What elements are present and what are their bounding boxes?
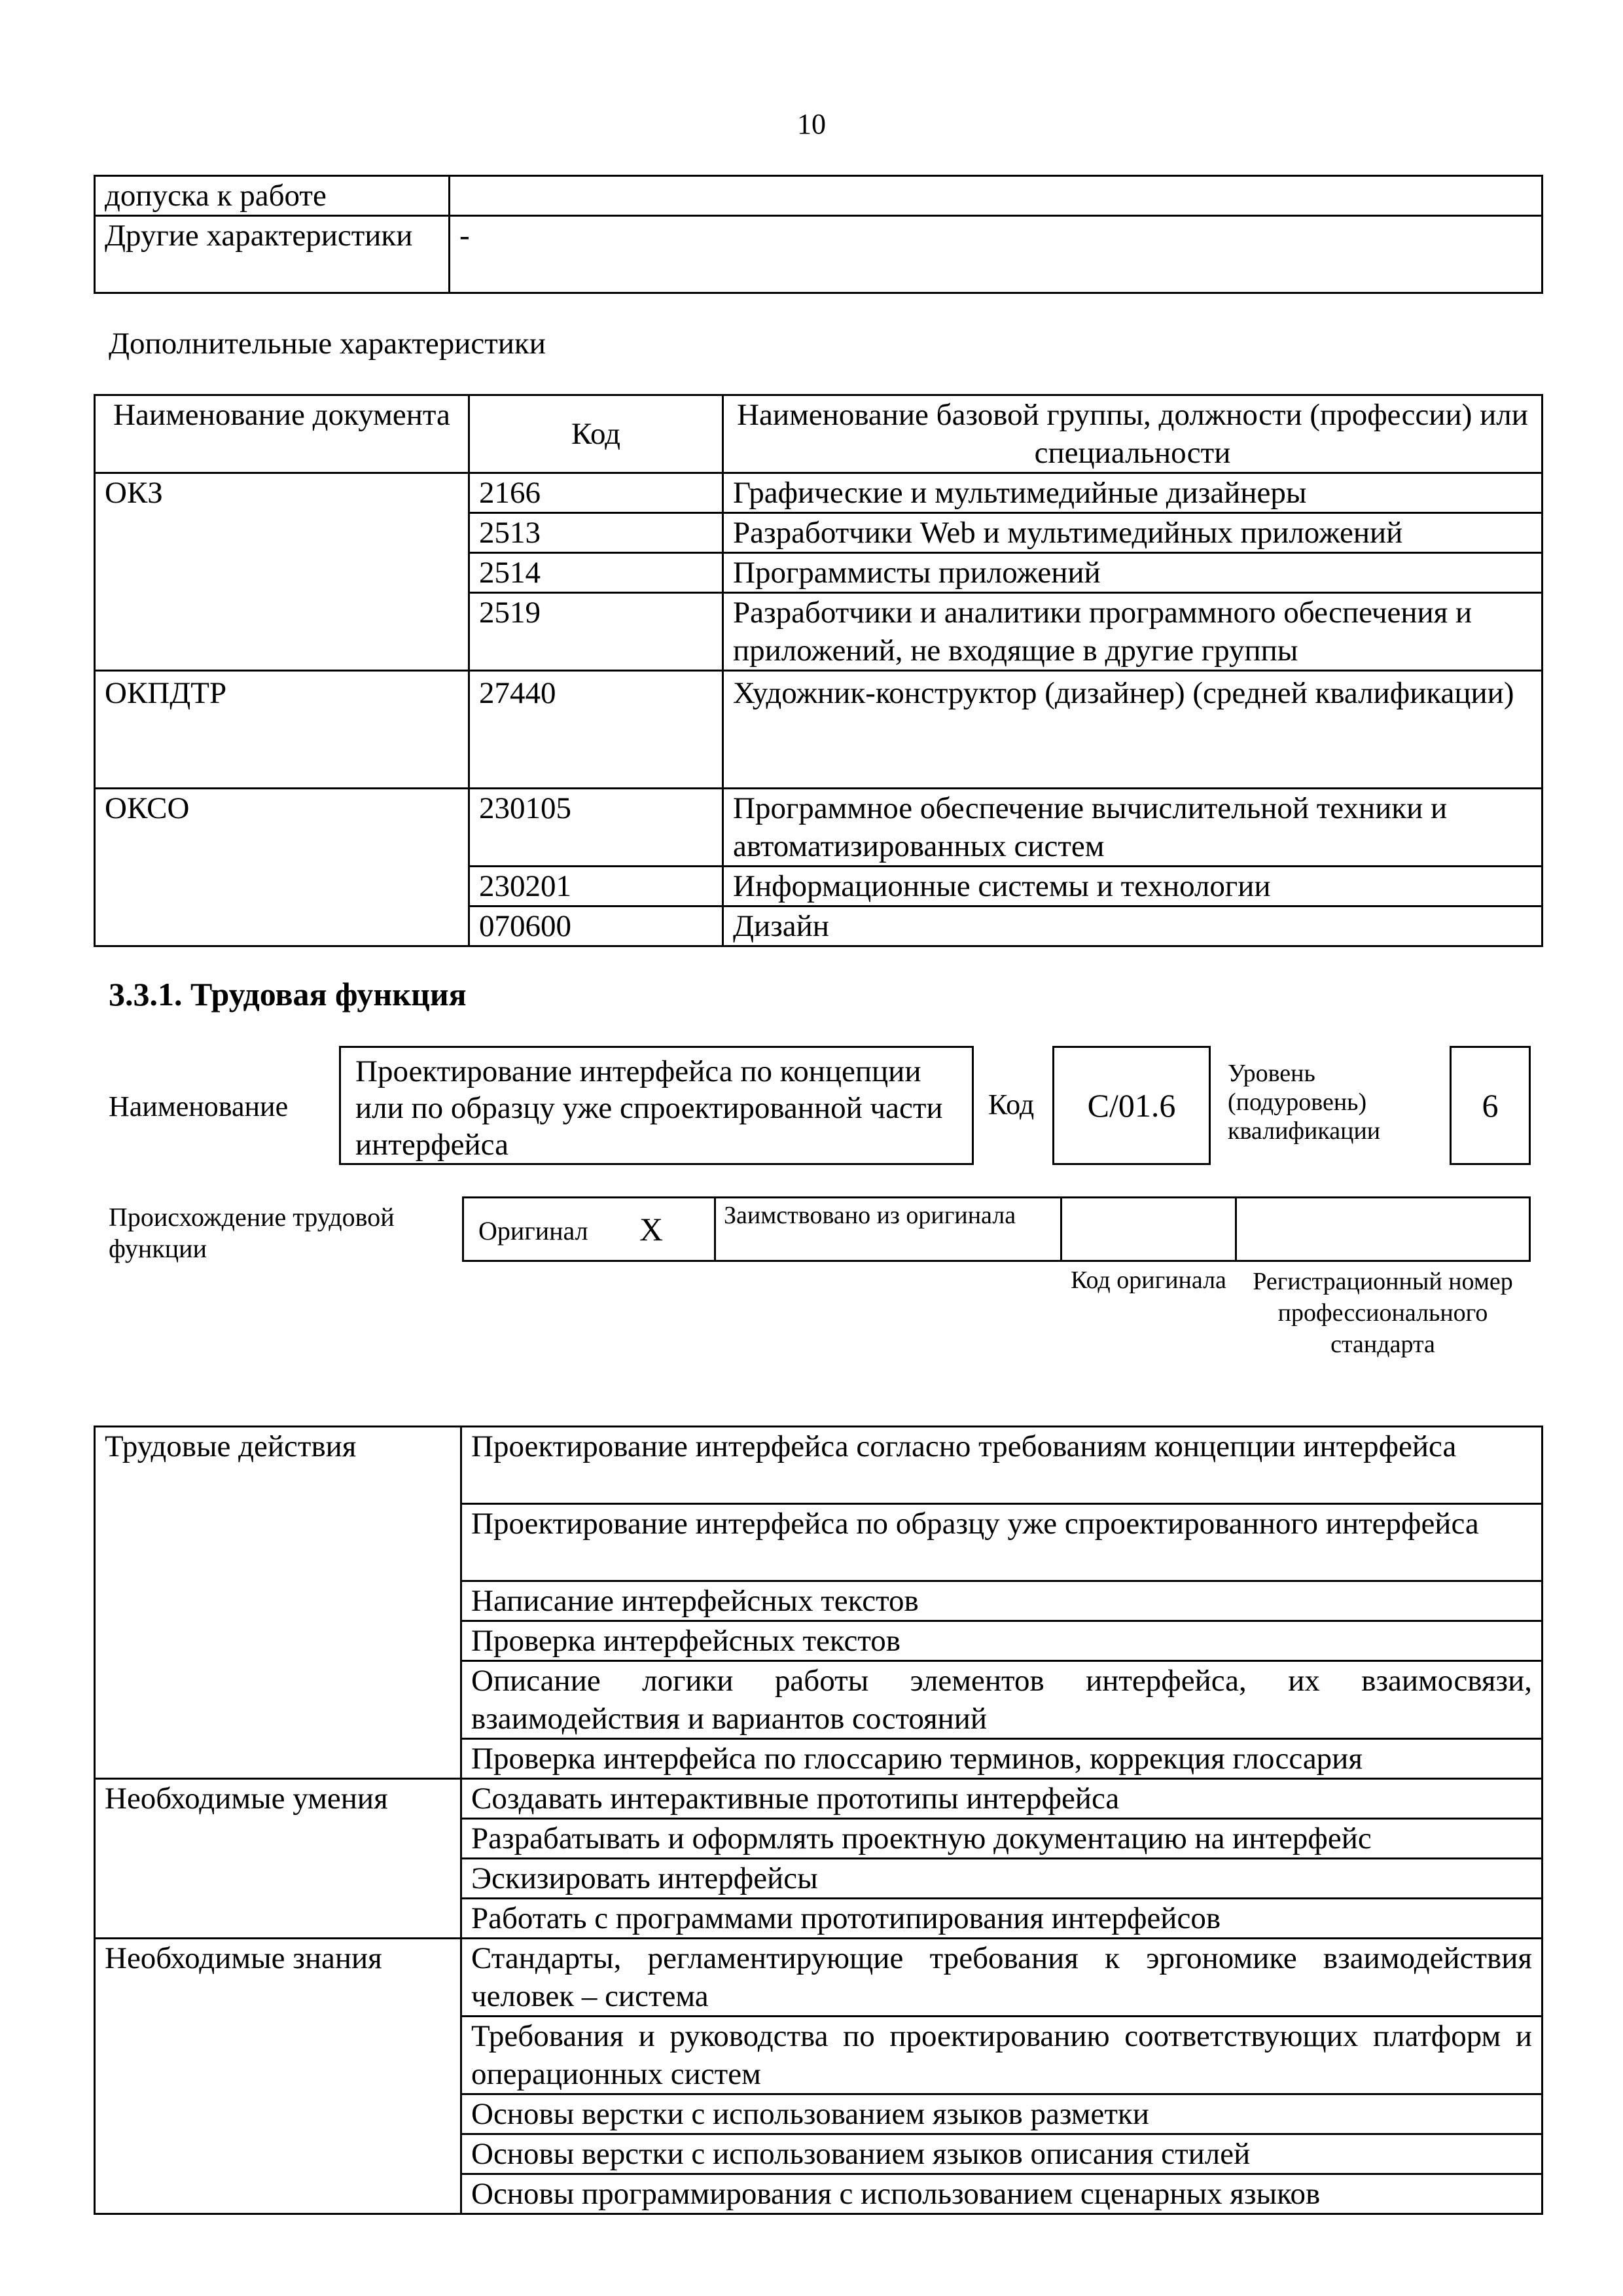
- level-box: [1450, 1046, 1531, 1165]
- okz-name: Графические и мультимедийные дизайнеры: [723, 473, 1543, 513]
- caption-code: Код оригинала: [1071, 1266, 1226, 1294]
- reg-number-box: [1235, 1196, 1531, 1262]
- knowledge-item: Требования и руководства по проектированию соответствующих платформ и операционных систем: [461, 2017, 1543, 2094]
- action-item: Проектирование интерфейса по образцу уже спроектированного интерфейса: [461, 1504, 1543, 1581]
- okso-code: 230201: [469, 867, 723, 906]
- okso-name: Дизайн: [723, 906, 1543, 946]
- top-row-value: [450, 176, 1543, 216]
- skill-item: Эскизировать интерфейсы: [461, 1859, 1543, 1899]
- okpdtr-code: 27440: [469, 671, 723, 789]
- okz-code: 2514: [469, 553, 723, 593]
- header-code: Код: [469, 395, 723, 473]
- skill-item: Разрабатывать и оформлять проектную документацию на интерфейс: [461, 1819, 1543, 1859]
- page-number: 10: [797, 108, 826, 140]
- okpdtr-name: Художник-конструктор (дизайнер) (средней квалификации): [723, 671, 1543, 789]
- action-item: Проектирование интерфейса согласно требованиям концепции интерфейса: [461, 1427, 1543, 1504]
- knowledge-item: Основы верстки с использованием языков описания стилей: [461, 2134, 1543, 2174]
- action-item: Описание логики работы элементов интерфейса, их взаимосвязи, взаимодействия и вариантов состояний: [461, 1661, 1543, 1739]
- action-item: Проверка интерфейса по глоссарию терминов, коррекция глоссария: [461, 1739, 1543, 1779]
- okz-name: Разработчики и аналитики программного обеспечения и приложений, не входящие в другие группы: [723, 593, 1543, 671]
- top-row-label: допуска к работе: [95, 176, 450, 216]
- details-table: [94, 1426, 1543, 2215]
- skill-item: Работать с программами прототипирования интерфейсов: [461, 1899, 1543, 1939]
- origin-label: Происхождение трудовой функции: [109, 1202, 395, 1263]
- additional-table: [94, 394, 1543, 947]
- original-code-box: [1060, 1196, 1237, 1262]
- function-name-box: [339, 1046, 974, 1165]
- original-label: Оригинал: [478, 1216, 588, 1246]
- top-row-label: Другие характеристики: [95, 216, 450, 293]
- top-table: [94, 175, 1543, 294]
- level-label: Уровень (подуровень) квалификации: [1228, 1060, 1381, 1145]
- okpdtr-doc: ОКПДТР: [95, 671, 469, 789]
- original-box: [462, 1196, 716, 1262]
- knowledge-item: Стандарты, регламентирующие требования к эргономике взаимодействия человек – система: [461, 1939, 1543, 2017]
- function-code: C/01.6: [1087, 1087, 1176, 1124]
- function-code-box: [1052, 1046, 1211, 1165]
- borrowed-label: Заимствовано из оригинала: [724, 1202, 1016, 1229]
- name-label: Наименование: [109, 1090, 289, 1122]
- additional-title: Дополнительные характеристики: [109, 327, 546, 361]
- knowledge-item: Основы верстки с использованием языков разметки: [461, 2094, 1543, 2134]
- borrowed-box: [714, 1196, 1062, 1262]
- action-item: Написание интерфейсных текстов: [461, 1581, 1543, 1621]
- okz-name: Программисты приложений: [723, 553, 1543, 593]
- skill-item: Создавать интерактивные прототипы интерфейса: [461, 1779, 1543, 1819]
- okso-code: 230105: [469, 789, 723, 867]
- level-value: 6: [1482, 1087, 1499, 1124]
- okz-code: 2513: [469, 513, 723, 553]
- okso-name: Информационные системы и технологии: [723, 867, 1543, 906]
- okz-code: 2166: [469, 473, 723, 513]
- okso-name: Программное обеспечение вычислительной техники и автоматизированных систем: [723, 789, 1543, 867]
- header-doc: Наименование документа: [95, 395, 469, 473]
- actions-label: Трудовые действия: [95, 1427, 461, 1779]
- action-item: Проверка интерфейсных текстов: [461, 1621, 1543, 1661]
- function-name: Проектирование интерфейса по концепции или по образцу уже спроектированной части интерфейса: [355, 1054, 943, 1162]
- okz-code: 2519: [469, 593, 723, 671]
- header-name: Наименование базовой группы, должности (профессии) или специальности: [723, 395, 1543, 473]
- function-heading: 3.3.1. Трудовая функция: [109, 976, 467, 1013]
- okz-doc: ОКЗ: [95, 473, 469, 671]
- caption-reg: Регистрационный номер профессионального стандарта: [1253, 1268, 1513, 1358]
- okso-doc: ОКСО: [95, 789, 469, 946]
- skills-label: Необходимые умения: [95, 1779, 461, 1939]
- okso-code: 070600: [469, 906, 723, 946]
- code-label: Код: [988, 1088, 1035, 1121]
- knowledge-item: Основы программирования с использованием сценарных языков: [461, 2174, 1543, 2214]
- okz-name: Разработчики Web и мультимедийных приложений: [723, 513, 1543, 553]
- knowledge-label: Необходимые знания: [95, 1939, 461, 2214]
- original-mark: X: [639, 1211, 664, 1247]
- top-row-value: -: [450, 216, 1543, 293]
